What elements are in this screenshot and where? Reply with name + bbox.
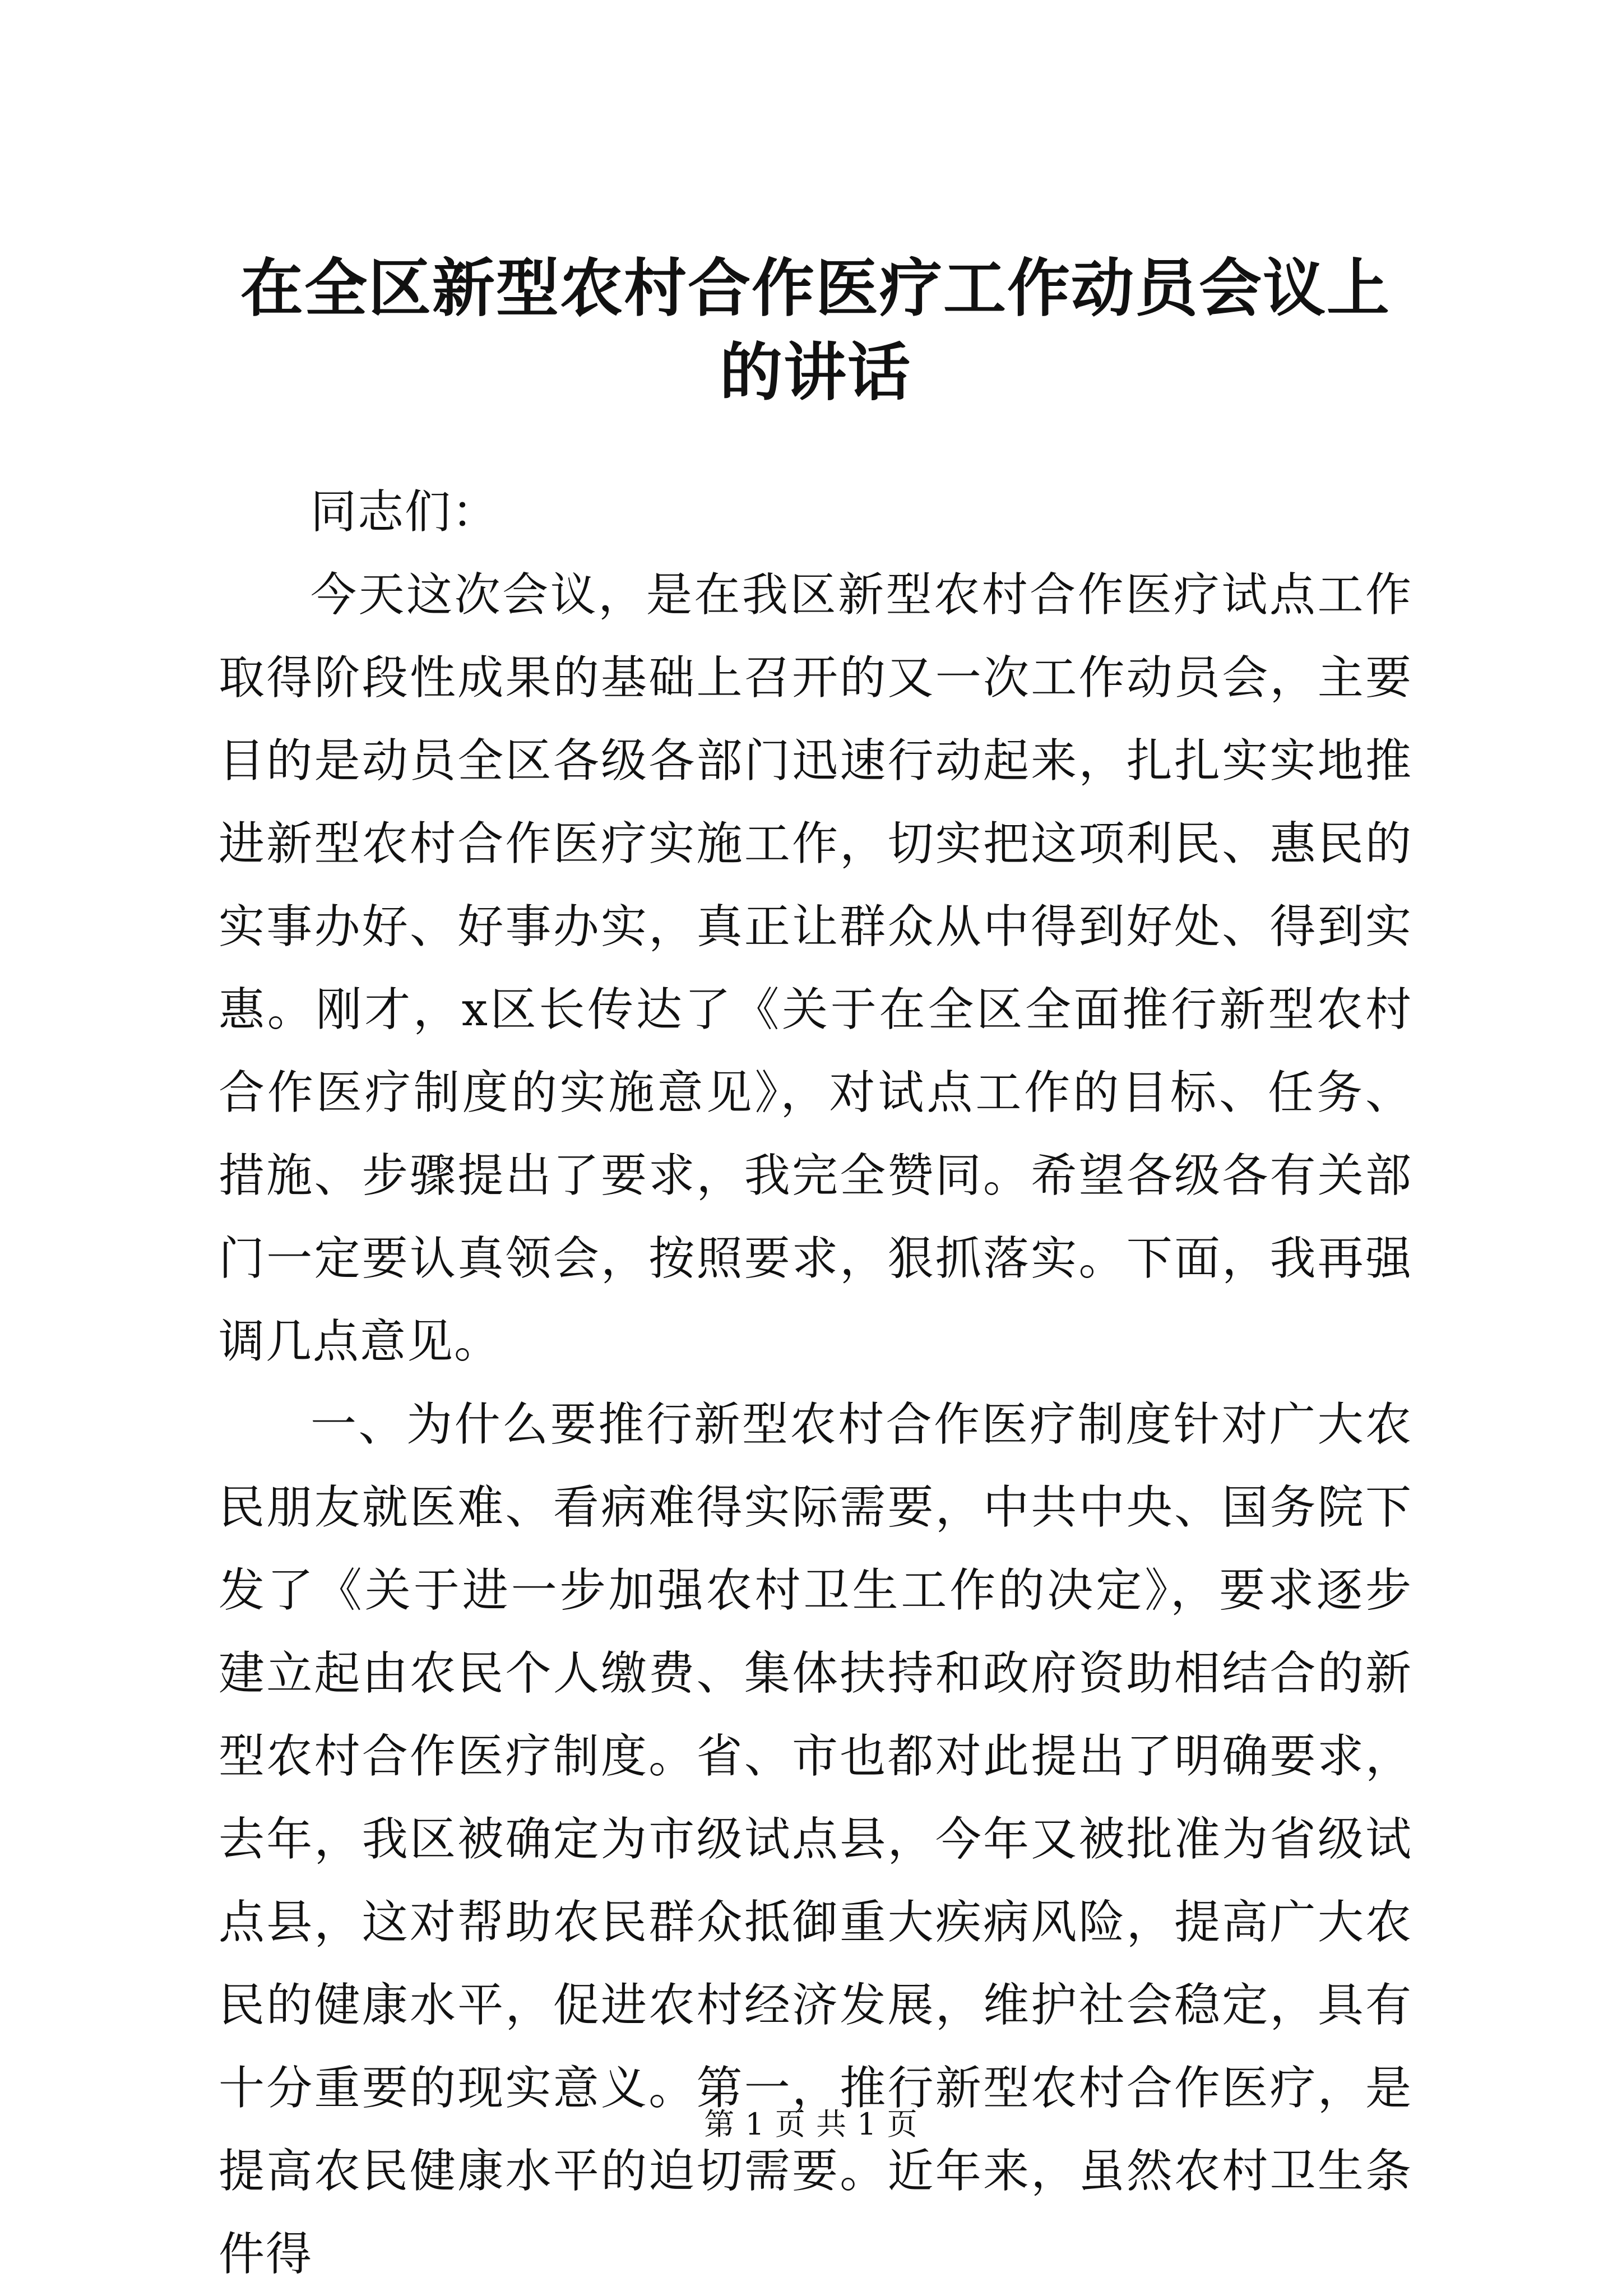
- document-title: 在全区新型农村合作医疗工作动员会议上的讲话: [240, 252, 1391, 409]
- paragraph-intro: 今天这次会议，是在我区新型农村合作医疗试点工作取得阶段性成果的基础上召开的又一次工作动员会，主要目的是动员全区各级各部门迅速行动起来，扎扎实实地推进新型农村合作医疗实施工作，切实把这项利民、惠民的实事办好、好事办实，真正让群众从中得到好处、得到实惠。刚才，x区长传达了《关于在全区全面推行新型农村合作医疗制度的实施意见》，对试点工作的目标、任务、措施、步骤提出了要求，我完全赞同。希望各级各有关部门一定要认真领会，按照要求，狠抓落实。下面，我再强调几点意见。: [219, 568, 1412, 1368]
- paragraph-section-one: 一、为什么要推行新型农村合作医疗制度针对广大农民朋友就医难、看病难得实际需要，中共中央、国务院下发了《关于进一步加强农村卫生工作的决定》，要求逐步建立起由农民个人缴费、集体扶持和政府资助相结合的新型农村合作医疗制度。省、市也都对此提出了明确要求，去年，我区被确定为市级试点县，今年又被批准为省级试点县，这对帮助农民群众抵御重大疾病风险，提高广大农民的健康水平，促进农村经济发展，维护社会稳定，具有十分重要的现实意义。第一，推行新型农村合作医疗，是提高农民健康水平的迫切需要。近年来，虽然农村卫生条件得: [219, 1398, 1412, 2281]
- page-number-footer: 第 1 页 共 1 页: [704, 2107, 918, 2142]
- document-body: [219, 471, 1412, 2296]
- salutation: 同志们：: [311, 485, 499, 539]
